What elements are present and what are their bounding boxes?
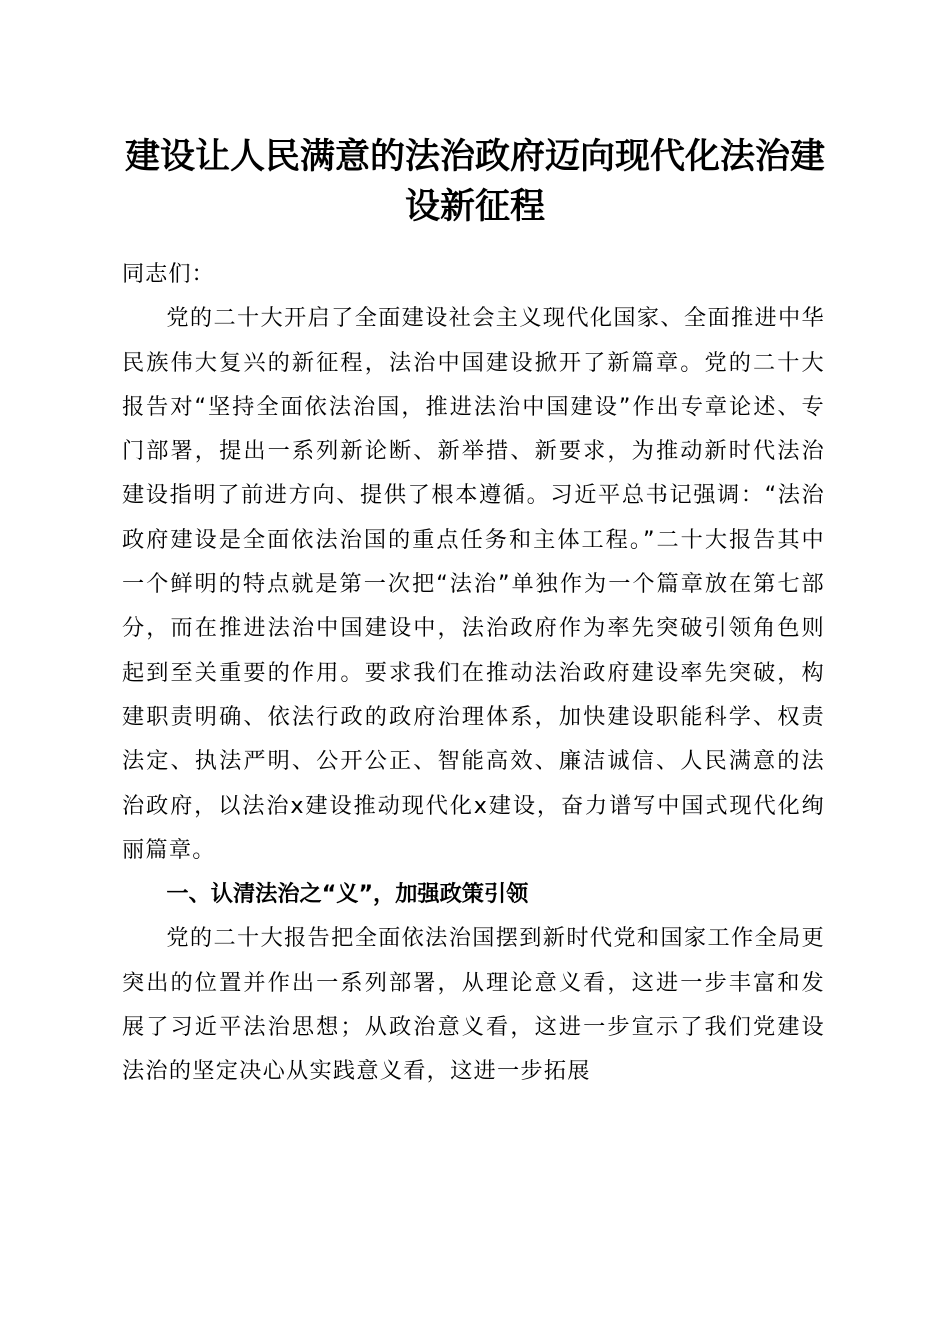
document-title: 建设让人民满意的法治政府迈向现代化法治建设新征程: [124, 136, 825, 227]
paragraph-2: 党的二十大报告把全面依法治国摆到新时代党和国家工作全局更突出的位置并作出一系列部署，从理论意义看，这进一步丰富和发展了习近平法治思想；从政治意义看，这进一步宣示了我们党建设法治的坚定决心从实践意义看，这进一步拓展: [122, 925, 825, 1085]
document-body: [122, 252, 825, 1094]
salutation: 同志们：: [122, 261, 215, 287]
section-heading-1: 一、认清法治之“义”，加强政策引领: [166, 881, 529, 908]
paragraph-1: 党的二十大开启了全面建设社会主义现代化国家、全面推进中华民族伟大复兴的新征程，法治中国建设掀开了新篇章。党的二十大报告对“坚持全面依法治国，推进法治中国建设”作出专章论述、专门部署，提出一系列新论断、新举措、新要求，为推动新时代法治建设指明了前进方向、提供了根本遵循。习近平总书记强调：“法治政府建设是全面依法治国的重点任务和主体工程。”二十大报告其中一个鲜明的特点就是第一次把“法治”单独作为一个篇章放在第七部分，而在推进法治中国建设中，法治政府作为率先突破引领角色则起到至关重要的作用。要求我们在推动法治政府建设率先突破，构建职责明确、依法行政的政府治理体系，加快建设职能科学、权责法定、执法严明、公开公正、智能高效、廉洁诚信、人民满意的法治政府，以法治x建设推动现代化x建设，奋力谱写中国式现代化绚丽篇章。: [122, 305, 825, 863]
